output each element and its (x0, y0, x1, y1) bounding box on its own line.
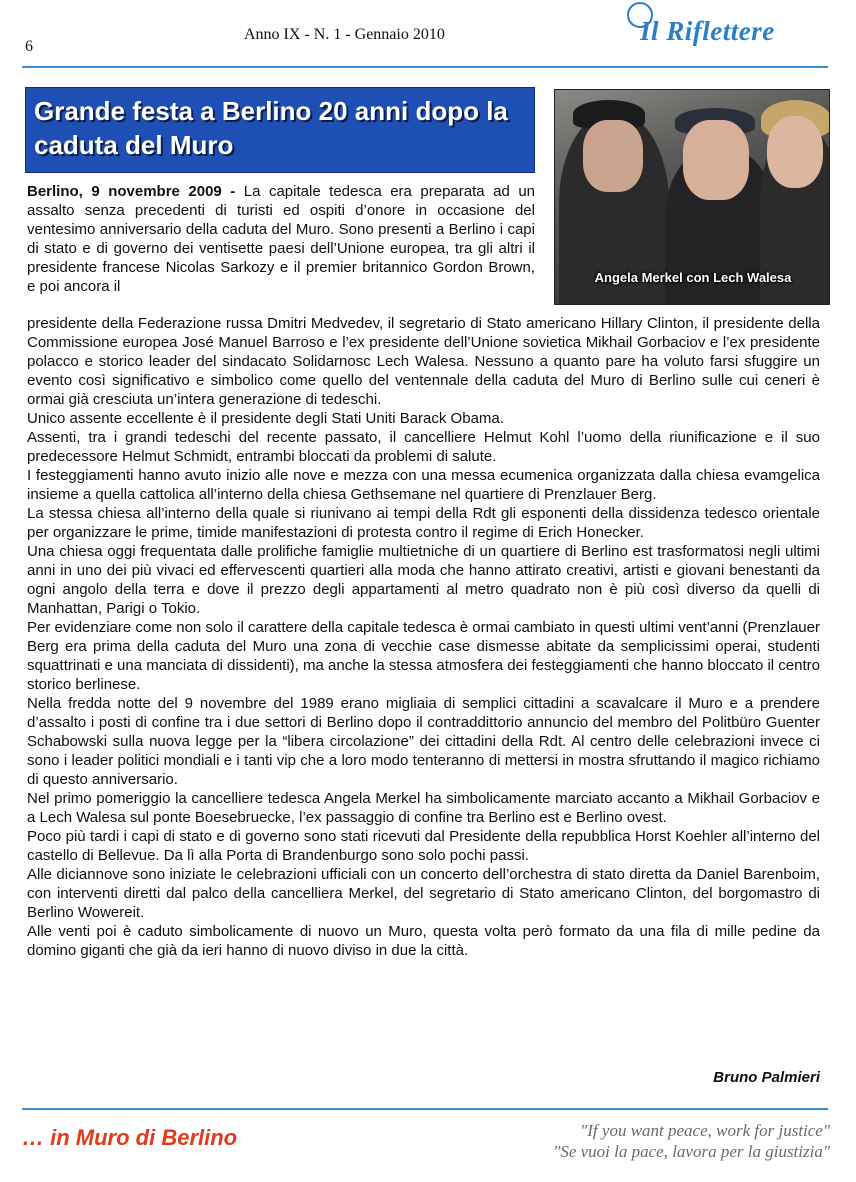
paragraph: Unico assente eccellente è il presidente degli Stati Uniti Barack Obama. (27, 410, 504, 427)
paragraph: Una chiesa oggi frequentata dalle prolifiche famiglie multietniche di un quartiere di Berlino est trasformatosi negli ultimi anni in uno dei più vivaci ed effervescenti quartieri alla moda che hanno attirato creativi, artisti e giovani benestanti da ogni angolo della terra e dove il prezzo degli appartamenti al metro quadrato non è più così diverso da quelli di Manhattan, Parigi o Tokio. (27, 543, 820, 617)
headline-box (25, 87, 535, 173)
quote-italian: "Se vuoi la pace, lavora per la giustizia" (553, 1142, 830, 1161)
paragraph: Alle diciannove sono iniziate le celebrazioni ufficiali con un concerto dell’orchestra di stato diretta da Daniel Barenboim, con interventi diretti dal palco della cancelliera Merkel, del segretario di Stato americano Clinton, del borgomastro di Berlino Wowereit. (27, 866, 820, 921)
article-intro (27, 182, 535, 296)
footer-quote (460, 1120, 830, 1162)
masthead-title: Il Riflettere (640, 16, 775, 46)
article-body (27, 314, 820, 960)
paragraph: Alle venti poi è caduto simbolicamente di nuovo un Muro, questa volta però formato da una fila di mille pedine da domino giganti che già da ieri hanno di nuovo diviso in due la città. (27, 923, 820, 959)
paragraph: presidente della Federazione russa Dmitri Medvedev, il segretario di Stato americano Hillary Clinton, il presidente della Commissione europea José Manuel Barroso e l’ex presidente dell’Unione sovietica Mikhail Gorbaciov e l’ex presidente polacco e storico leader del sindacato Solidarnosc Lech Walesa. Nessuno a quanto pare ha voluto farsi sfuggire un evento così significativo e simbolico come quello del ventennale della caduta del Muro di Berlino sulle cui ceneri è ormai già cresciuta un’intera generazione di tedeschi. (27, 315, 820, 408)
article-dateline: Berlino, 9 novembre 2009 - (27, 183, 236, 200)
quote-english: "If you want peace, work for justice" (580, 1121, 830, 1140)
article-headline: Grande festa a Berlino 20 anni dopo la caduta del Muro (34, 96, 508, 160)
paragraph: Nel primo pomeriggio la cancelliere tedesca Angela Merkel ha simbolicamente marciato accanto a Mikhail Gorbaciov e a Lech Walesa sul ponte Boesebruecke, l’ex passaggio di confine tra Berlino est e Berlino ovest. (27, 790, 820, 826)
bottom-divider (22, 1108, 828, 1110)
footer-section-title: … in Muro di Berlino (22, 1125, 238, 1150)
paragraph: I festeggiamenti hanno avuto inizio alle nove e mezza con una messa ecumenica organizzata dalla chiesa evamgelica insieme a quella cattolica all’interno della chiesa Gethsemane nel quartiere di Prenzlauer Berg. (27, 467, 820, 503)
top-divider (22, 66, 828, 68)
paragraph: Per evidenziare come non solo il carattere della capitale tedesca è ormai cambiato in questi ultimi vent’anni (Prenzlauer Berg era prima della caduta del Muro una zona di vecchie case dismesse abitate da semplicissimi operai, studenti squattrinati e una manciata di dissidenti), ma anche la stessa atmosfera dei festeggiamenti che hanno bloccato il centro storico berlinese. (27, 619, 820, 693)
paragraph: Poco più tardi i capi di stato e di governo sono stati ricevuti dal Presidente della repubblica Horst Koehler all’interno del castello di Bellevue. Da lì alla Porta di Brandenburgo sono solo pochi passi. (27, 828, 820, 864)
paragraph: La stessa chiesa all’interno della quale si riunivano ai tempi della Rdt gli esponenti della dissidenza tedesco orientale per organizzare le prime, timide manifestazioni di protesta contro il regime di Erich Honecker. (27, 505, 820, 541)
page-number: 6 (25, 38, 33, 55)
paragraph: Assenti, tra i grandi tedeschi del recente passato, il cancelliere Helmut Kohl l’uomo della riunificazione e il suo predecessore Helmut Schmidt, entrambi bloccati da problemi di salute. (27, 429, 820, 465)
photo-figure (583, 120, 643, 192)
article-photo (554, 89, 830, 305)
issue-info: Anno IX - N. 1 - Gennaio 2010 (244, 26, 445, 43)
intro-text: La capitale tedesca era preparata ad un assalto senza precedenti di turisti ed ospiti d’onore in occasione del ventesimo anniversario della caduta del Muro. Sono presenti a Berlino i capi di stato e di governo dei ventisette paesi dell’Unione europea, tra gli altri il presidente francese Nicolas Sarkozy e il premier britannico Gordon Brown, e poi ancora il (27, 183, 535, 295)
photo-figure (683, 120, 749, 200)
paragraph: Nella fredda notte del 9 novembre del 1989 erano migliaia di semplici cittadini a scavalcare il Muro e a prendere d’assalto i posti di confine tra i due settori di Berlino dopo il contraddittorio annuncio del membro del Politbüro Guenter Schabowski sulla nuova legge per la “libera circolazione” dei cittadini della Rdt. Al centro delle celebrazioni invece ci sono i leader politici mondiali e i tanti vip che a loro modo tenteranno di mettersi in mostra sfruttando il magico richiamo di questo anniversario. (27, 695, 820, 788)
photo-caption: Angela Merkel con Lech Walesa (594, 270, 792, 285)
article-author: Bruno Palmieri (713, 1069, 820, 1086)
photo-figure (767, 116, 823, 188)
